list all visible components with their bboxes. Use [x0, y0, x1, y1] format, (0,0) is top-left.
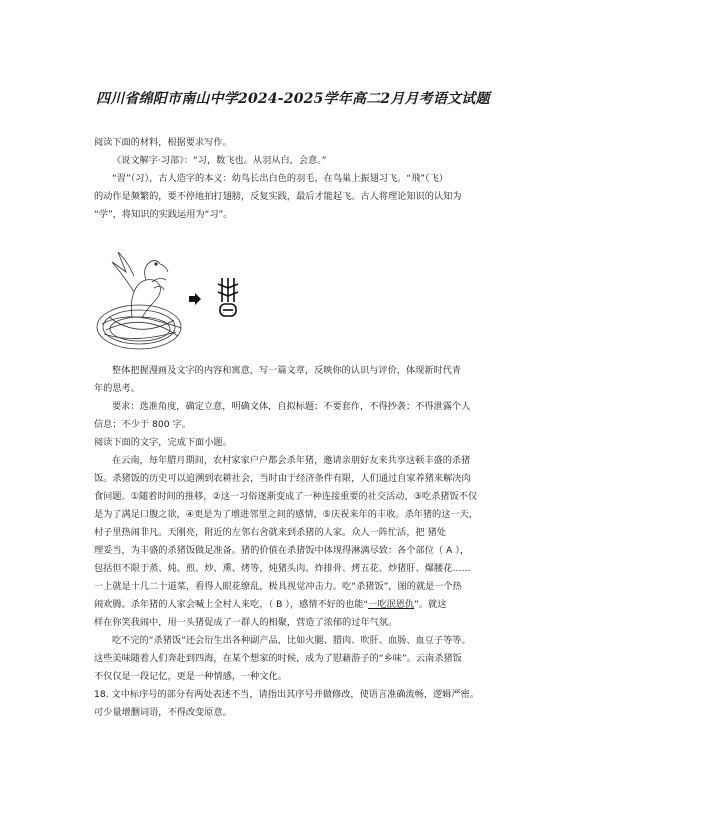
part1-task — [94, 362, 554, 434]
body-line: 的动作是频繁的，要不停地拍打翅膀，反复实践，最后才能起飞。古人将理论知识的认知为 — [94, 191, 462, 202]
part1-intro — [94, 134, 554, 224]
body-line: 一上就是十几二十道菜，看得人眼花缭乱，极具视觉冲击力。吃“杀猪饭”，图的就是一个热 — [94, 581, 462, 592]
body-line: 食问题。①随着时间的推移，②这一习俗逐渐变成了一种连接重要的社交活动，③吃杀猪饭不仅 — [94, 491, 478, 502]
body-line: 饭。杀猪饭的历史可以追溯到农耕社会，当时由于经济条件有限，人们通过自家养猪来解决肉 — [94, 473, 471, 484]
requirements: 信息；不少于 800 字。 — [94, 419, 191, 430]
ancient-xi-character — [214, 276, 242, 320]
body-line: “学”，将知识的实践运用为“习”。 — [94, 209, 233, 220]
body-line: 是为了满足口腹之欲，④更是为了增进邻里之间的感情，⑤庆祝来年的丰收。杀年猪的这一天， — [94, 509, 478, 520]
page-title: 四川省绵阳市南山中学2024-2025学年高二2月月考语文试题 — [96, 91, 490, 107]
body-line: 年的思考。 — [94, 383, 140, 394]
instruction: 阅读下面的文字，完成下面小题。 — [94, 437, 232, 448]
body-line: 闹欢腾。杀年猪的人家会喊上全村人来吃，（ B ），感情不好的也能“ — [94, 599, 369, 610]
body-line: 样在你笑我闹中，用一头猪促成了一群人的相聚，营造了浓郁的过年气氛。 — [94, 617, 398, 628]
body-line: 整体把握漫画及文字的内容和寓意，写一篇文章，反映你的认识与评价，体现新时代青 — [112, 365, 462, 376]
arrow-right-icon — [188, 292, 202, 306]
body-line: “習”（习），古人造字的本义：幼鸟长出白色的羽毛，在鸟巢上振翅习飞。“飛”（飞） — [112, 173, 448, 184]
body-line: 这些美味随着人们奔赴到四海，在某个想家的时候，成为了慰藉游子的“乡味”。云南杀猪饭 — [94, 653, 462, 664]
body-line-tail: ”。就这 — [414, 599, 447, 610]
body-line-with-underline — [94, 596, 554, 614]
question-18: 可少量增删词语，不得改变原意。 — [94, 707, 232, 718]
question-18: 18. 文中标序号的部分有两处表述不当，请指出其序号并做修改，使语言准确流畅，逻辑严密。 — [94, 689, 480, 700]
body-line: 吃不完的“杀猪饭”还会衍生出各种副产品，比如火腿、腊肉、吹肝、血肠、血豆子等等。 — [112, 635, 471, 646]
body-line: 不仅仅是一段记忆，更是一种情感，一种文化。 — [94, 671, 287, 682]
body-line: 村子里热闹非凡。天刚亮，附近的左邻右舍就来到杀猪的人家。众人一阵忙活，把 猪处 — [94, 527, 447, 538]
body-line: 在云南，每年腊月期间，农村家家户户都会杀年猪，邀请亲朋好友来共享这顿丰盛的杀猪 — [112, 455, 471, 466]
body-line: 包括但不限于蒸、炖、煎、炒、熏、烤等，炖猪头肉、炸排骨、烤五花、炒猪肝、爆腰花…… — [94, 563, 471, 574]
quote: 《说文解字·习部》：“习，数飞也。从羽从白，会意。” — [112, 155, 327, 166]
part2-passage — [94, 434, 554, 722]
underlined-phrase: 一吃泯恩仇 — [368, 599, 415, 610]
instruction: 阅读下面的材料，根据要求写作。 — [94, 137, 232, 148]
requirements: 要求：选准角度，确定立意，明确文体，自拟标题；不要套作，不得抄袭；不得泄露个人 — [112, 401, 471, 412]
body-line: 理妥当，为丰盛的杀猪饭做足准备。猪的价值在杀猪饭中体现得淋漓尽致：各个部位（ A ）， — [94, 545, 470, 556]
cartoon-image — [94, 232, 254, 362]
